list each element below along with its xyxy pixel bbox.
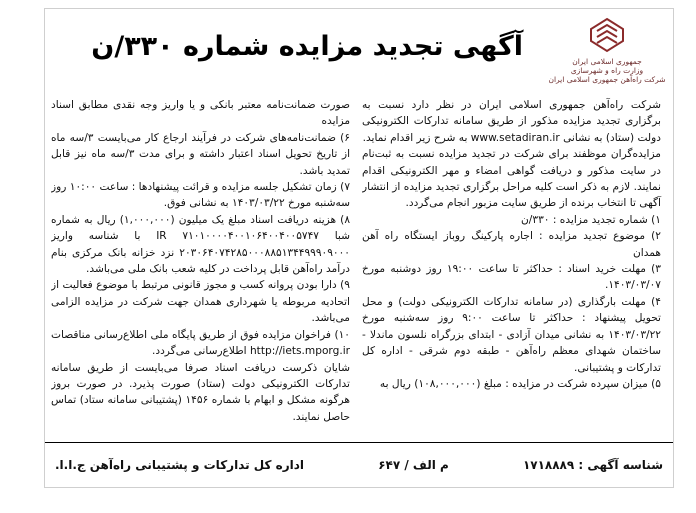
railway-emblem-icon <box>585 15 629 55</box>
reference-number: م الف / ۶۴۷ <box>378 458 449 472</box>
logo-block <box>547 15 667 95</box>
page-title: آگهی تجدید مزایده شماره ۳۳۰/ن <box>91 31 523 62</box>
paragraph: ۳) مهلت خرید اسناد : حداکثر تا ساعت ۱۹:۰۰ روز دوشنبه مورخ ۱۴۰۳/۰۳/۰۷. <box>362 263 661 292</box>
paragraph: ۵) میزان سپرده شرکت در مزایده : مبلغ (۱۰۸,۰۰۰,۰۰۰) ریال به <box>379 377 661 390</box>
left-column <box>51 97 350 447</box>
paragraph: ۶) ضمانت‌نامه‌های شرکت در فرآیند ارجاع کار می‌بایست ۳/سه ماه از تاریخ تحویل اسناد اعتبار داشته و برای مدت ۳/سه ماه نیز قابل تمدید باشد. <box>51 131 350 177</box>
logo-line: وزارت راه و شهرسازی <box>570 66 644 75</box>
body-columns <box>51 97 667 447</box>
logo-text <box>547 57 667 84</box>
paragraph: ۱) شماره تجدید مزایده : ۳۳۰/ن <box>521 213 661 226</box>
logo-line: شرکت راه‌آهن جمهوری اسلامی ایران <box>548 75 666 84</box>
paragraph: صورت ضمانت‌نامه معتبر بانکی و یا واریز وجه نقدی مطابق اسناد مزایده <box>51 99 350 128</box>
paragraph: ۸) هزینه دریافت اسناد مبلغ یک میلیون (۱,۰۰۰,۰۰۰) ریال به شماره شبا IR ۷۱۰۱۰۰۰۰۴۰۰۱۰۶۴۰۰۴۰۰۵۷۴۷ با شناسه واریز ۲۰۳۰۶۴۰۷۴۲۸۵۰۰۰۸۸۵۱۳۴۴۹۹۹۰۹۰۰۰ نزد خزانه بانک مرکزی بنام درآمد راه‌آهن قابل پرداخت در کلیه شعب بانک ملی می‌باشد. <box>51 213 350 276</box>
advertisement-frame <box>44 8 674 488</box>
right-column <box>362 97 667 447</box>
paragraph: ۷) زمان تشکیل جلسه مزایده و قرائت پیشنهادها : ساعت ۱۰:۰۰ روز سه‌شنبه مورخ ۱۴۰۳/۰۳/۲۲ به نشانی فوق. <box>51 181 350 210</box>
paragraph: شرکت راه‌آهن جمهوری اسلامی ایران در نظر دارد نسبت به برگزاری تجدید مزایده مذکور از طریق سامانه تدارکات الکترونیکی دولت (ستاد) به نشانی www.setadiran.ir به شرح زیر اقدام نماید. <box>362 99 661 144</box>
department-name: اداره کل تدارکات و پشتیبانی راه‌آهن ج.ا.ا. <box>55 458 305 472</box>
paragraph: ۹) دارا بودن پروانه کسب و مجوز قانونی مرتبط با موضوع فعالیت از اتحادیه مربوطه یا شهرداری همدان جهت شرکت در مزایده الزامی می‌باشد. <box>51 279 350 325</box>
footer <box>45 442 673 487</box>
paragraph: ۴) مهلت بارگذاری (در سامانه تدارکات الکترونیکی دولت) و محل تحویل پیشنهاد : حداکثر تا ساعت ۹:۰۰ روز سه‌شنبه مورخ ۱۴۰۳/۰۳/۲۲ به نشانی میدان آزادی - ابتدای بزرگراه نلسون ماندلا - ساختمان شهدای معظم راه‌آهن - طبقه دوم شرقی - اداره کل تدارکات و پشتیبانی. <box>362 295 661 374</box>
header <box>45 9 673 101</box>
paragraph: ۲) موضوع تجدید مزایده : اجاره پارکینگ روباز ایستگاه راه آهن همدان <box>362 230 661 259</box>
logo-line: جمهوری اسلامی ایران <box>572 57 642 66</box>
paragraph: شایان ذکرست دریافت اسناد صرفا می‌بایست از طریق سامانه تدارکات الکترونیکی دولت (ستاد) صورت پذیرد. در صورت بروز هرگونه مشکل و ابهام با شماره ۱۴۵۶ (پشتیبانی سامانه ستاد) تماس حاصل نمایند. <box>51 361 350 423</box>
paragraph: مزایده‌گران موظفند برای شرکت در تجدید مزایده نسبت به ثبت‌نام در سایت مذکور و دریافت گواهی امضاء و مهر الکترونیکی اقدام نمایند. لازم به ذکر است کلیه مراحل برگزاری تجدید مزایده از انتشار آگهی تا انتخاب برنده از طریق سایت مزبور انجام می‌گردد. <box>362 148 661 210</box>
ad-id: شناسه آگهی : ۱۷۱۸۸۸۹ <box>522 458 663 472</box>
paragraph: ۱۰) فراخوان مزایده فوق از طریق پایگاه ملی اطلاع‌رسانی مناقصات http://iets.mporg.ir اطلاع‌رسانی می‌گردد. <box>51 328 350 358</box>
